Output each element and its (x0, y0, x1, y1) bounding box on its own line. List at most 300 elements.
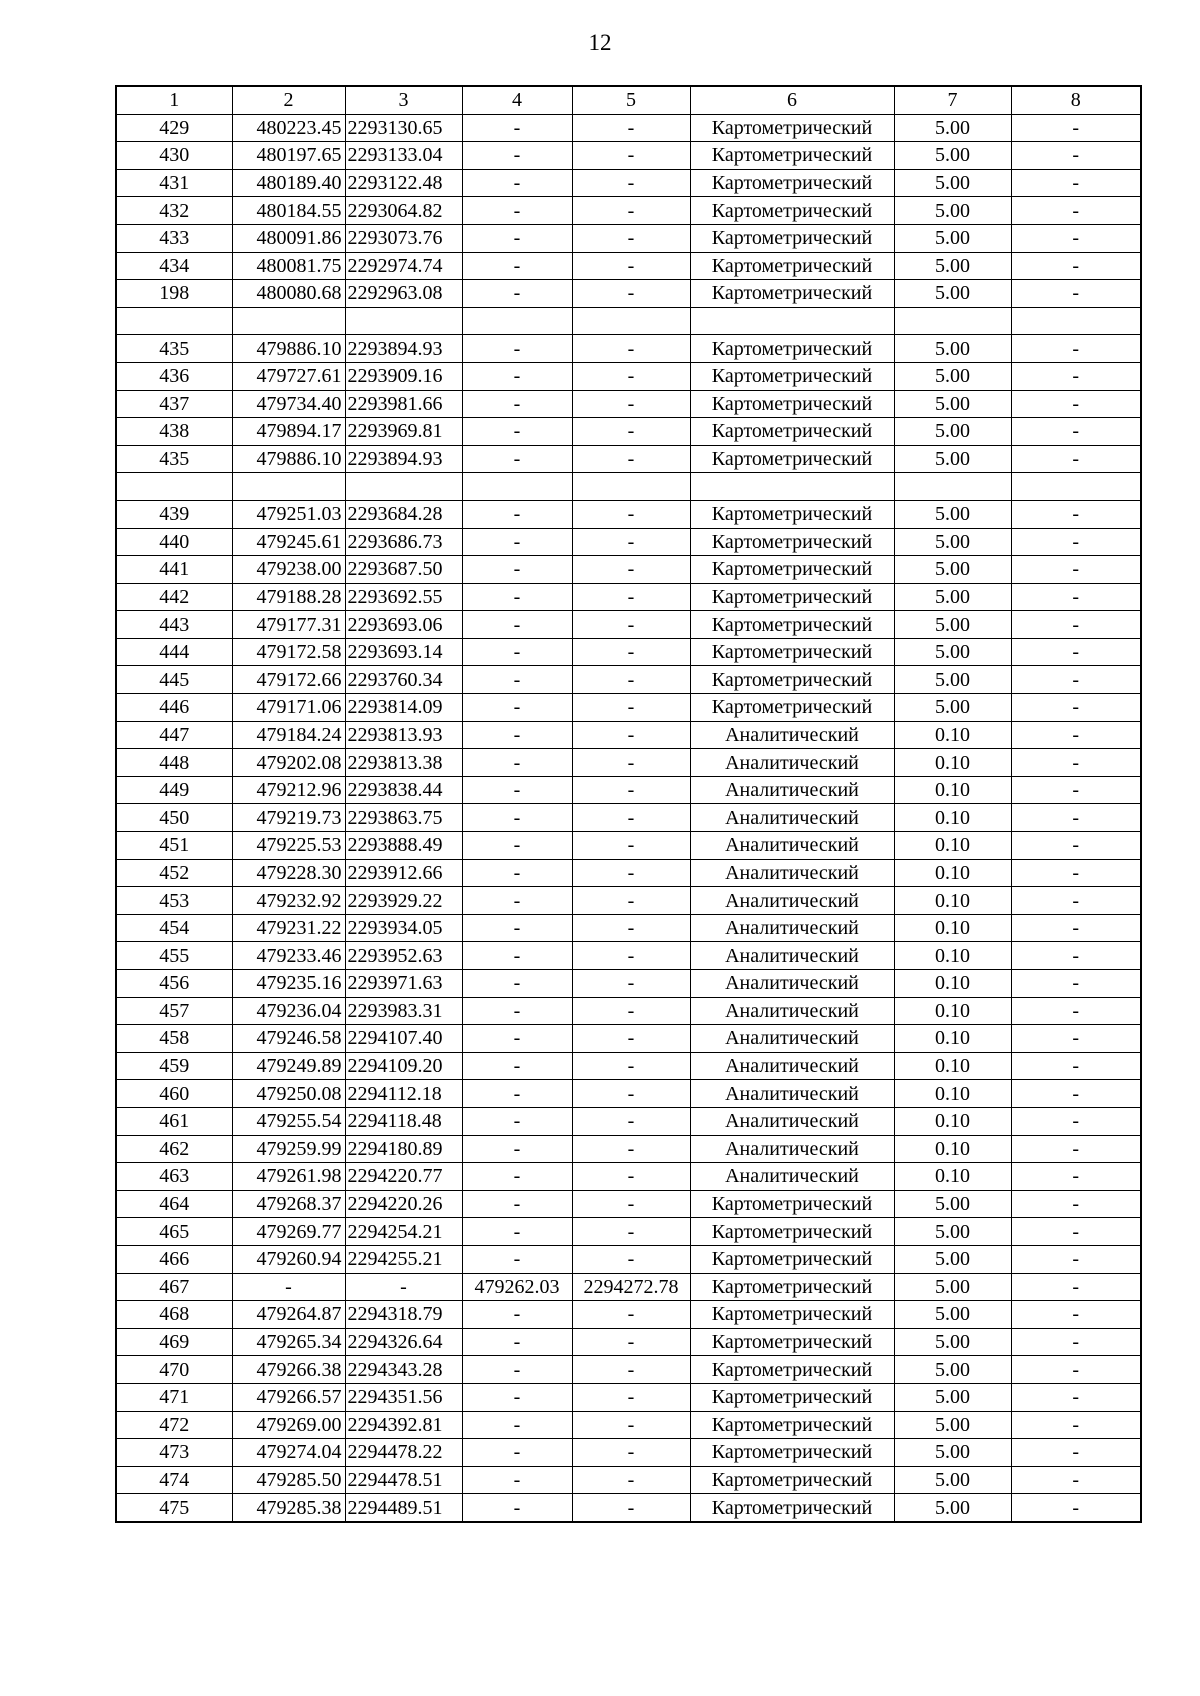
table-cell: 2294220.26 (345, 1190, 462, 1218)
table-cell: 2293684.28 (345, 500, 462, 528)
table-cell: 480223.45 (232, 114, 345, 142)
table-cell: - (572, 362, 690, 390)
table-cell: 443 (116, 611, 232, 639)
table-row (116, 142, 1141, 170)
table-cell: - (572, 1328, 690, 1356)
table-row (116, 666, 1141, 694)
table-cell: 5.00 (894, 362, 1011, 390)
table-cell: 5.00 (894, 1411, 1011, 1439)
table-cell: 5.00 (894, 611, 1011, 639)
table-cell: 2293912.66 (345, 859, 462, 887)
table-cell: - (462, 1328, 572, 1356)
table-cell: 2293064.82 (345, 197, 462, 225)
table-cell: 2293814.09 (345, 694, 462, 722)
table-row (116, 528, 1141, 556)
table-cell: 460 (116, 1080, 232, 1108)
table-cell: 455 (116, 942, 232, 970)
table-cell: - (1011, 114, 1141, 142)
table-cell: - (462, 1301, 572, 1329)
table-cell: 5.00 (894, 390, 1011, 418)
table-cell: 479171.06 (232, 694, 345, 722)
table-row (116, 1080, 1141, 1108)
table-cell: 479172.58 (232, 638, 345, 666)
table-cell: - (462, 1439, 572, 1467)
table-cell: - (572, 1163, 690, 1191)
table-cell: 2294478.22 (345, 1439, 462, 1467)
table-cell: Аналитический (690, 970, 894, 998)
table-cell: 458 (116, 1025, 232, 1053)
table-cell: 0.10 (894, 859, 1011, 887)
table-cell: 452 (116, 859, 232, 887)
table-cell (572, 473, 690, 501)
table-cell: - (462, 169, 572, 197)
table-cell: - (572, 1190, 690, 1218)
table-cell: 459 (116, 1052, 232, 1080)
table-cell: 5.00 (894, 528, 1011, 556)
table-cell: 0.10 (894, 776, 1011, 804)
table-cell: Картометрический (690, 583, 894, 611)
table-cell: 5.00 (894, 1245, 1011, 1273)
table-cell: - (462, 942, 572, 970)
table-cell: - (572, 1301, 690, 1329)
table-cell: 2293981.66 (345, 390, 462, 418)
table-separator-row (116, 473, 1141, 501)
table-cell: Картометрический (690, 390, 894, 418)
table-cell: 479238.00 (232, 556, 345, 584)
table-cell: 2293687.50 (345, 556, 462, 584)
table-cell: 479886.10 (232, 445, 345, 473)
table-row (116, 1383, 1141, 1411)
table-cell: 5.00 (894, 1301, 1011, 1329)
table-cell: - (572, 390, 690, 418)
table-cell: - (1011, 1218, 1141, 1246)
table-cell: 457 (116, 997, 232, 1025)
table-cell (572, 307, 690, 335)
table-cell: 2293760.34 (345, 666, 462, 694)
column-header: 1 (116, 86, 232, 114)
table-cell (1011, 473, 1141, 501)
table-cell: 479269.00 (232, 1411, 345, 1439)
table-cell: 2293686.73 (345, 528, 462, 556)
table-cell: 2293894.93 (345, 335, 462, 363)
table-cell: - (572, 804, 690, 832)
table-cell: 2293888.49 (345, 832, 462, 860)
table-row (116, 914, 1141, 942)
table-cell: 2293692.55 (345, 583, 462, 611)
table-cell: - (572, 776, 690, 804)
table-cell: - (462, 197, 572, 225)
table-cell (462, 307, 572, 335)
table-cell: - (462, 694, 572, 722)
table-cell: 468 (116, 1301, 232, 1329)
table-cell: - (1011, 528, 1141, 556)
table-cell: 445 (116, 666, 232, 694)
table-cell: - (462, 1163, 572, 1191)
table-cell: 0.10 (894, 1135, 1011, 1163)
table-cell: - (1011, 859, 1141, 887)
table-cell: 2293983.31 (345, 997, 462, 1025)
table-row (116, 1245, 1141, 1273)
table-cell: 479255.54 (232, 1107, 345, 1135)
table-cell: - (1011, 335, 1141, 363)
table-cell: 5.00 (894, 114, 1011, 142)
table-cell: 2294392.81 (345, 1411, 462, 1439)
table-cell: - (572, 114, 690, 142)
table-cell: 479285.38 (232, 1494, 345, 1522)
table-cell: 2294118.48 (345, 1107, 462, 1135)
table-cell: 2293971.63 (345, 970, 462, 998)
table-cell: Картометрический (690, 666, 894, 694)
table-row (116, 445, 1141, 473)
table-cell: 2294254.21 (345, 1218, 462, 1246)
table-cell: 479266.38 (232, 1356, 345, 1384)
table-cell: 5.00 (894, 252, 1011, 280)
table-row (116, 418, 1141, 446)
table-cell: - (1011, 1245, 1141, 1273)
table-cell: 5.00 (894, 666, 1011, 694)
table-cell: 449 (116, 776, 232, 804)
table-cell: 450 (116, 804, 232, 832)
table-cell: - (1011, 997, 1141, 1025)
table-cell: - (572, 859, 690, 887)
table-cell: 0.10 (894, 721, 1011, 749)
table-cell: 5.00 (894, 1356, 1011, 1384)
table-cell: - (462, 970, 572, 998)
table-cell: 2293130.65 (345, 114, 462, 142)
table-cell (894, 473, 1011, 501)
table-cell: 5.00 (894, 1328, 1011, 1356)
table-cell: - (1011, 1411, 1141, 1439)
table-cell: 0.10 (894, 749, 1011, 777)
table-cell: 430 (116, 142, 232, 170)
table-cell: 432 (116, 197, 232, 225)
table-cell: - (1011, 776, 1141, 804)
table-cell: 480091.86 (232, 224, 345, 252)
table-cell: 5.00 (894, 500, 1011, 528)
table-cell: 5.00 (894, 1218, 1011, 1246)
table-cell: 2294478.51 (345, 1466, 462, 1494)
table-cell: 2294255.21 (345, 1245, 462, 1273)
table-cell: - (462, 611, 572, 639)
table-cell: Картометрический (690, 1328, 894, 1356)
table-cell: 5.00 (894, 1273, 1011, 1301)
table-cell: Картометрический (690, 1218, 894, 1246)
table-cell: 2293894.93 (345, 445, 462, 473)
table-cell: - (572, 528, 690, 556)
table-cell: - (1011, 970, 1141, 998)
table-cell: 474 (116, 1466, 232, 1494)
table-cell: Аналитический (690, 1135, 894, 1163)
table-row (116, 859, 1141, 887)
table-cell: Аналитический (690, 942, 894, 970)
table-cell: 0.10 (894, 997, 1011, 1025)
table-cell: 479184.24 (232, 721, 345, 749)
table-cell: - (1011, 1301, 1141, 1329)
table-cell: Картометрический (690, 418, 894, 446)
table-cell: - (572, 721, 690, 749)
table-cell (894, 307, 1011, 335)
table-cell: - (1011, 1466, 1141, 1494)
table-cell: 479261.98 (232, 1163, 345, 1191)
table-cell: 444 (116, 638, 232, 666)
table-cell: Аналитический (690, 1025, 894, 1053)
table-cell: 473 (116, 1439, 232, 1467)
table-cell: Картометрический (690, 197, 894, 225)
table-cell: 479219.73 (232, 804, 345, 832)
table-cell: - (1011, 1273, 1141, 1301)
table-row (116, 942, 1141, 970)
table-cell: Аналитический (690, 721, 894, 749)
table-cell: - (1011, 1135, 1141, 1163)
table-cell: - (1011, 252, 1141, 280)
table-row (116, 776, 1141, 804)
table-cell: 441 (116, 556, 232, 584)
table-cell: - (462, 1080, 572, 1108)
table-cell: - (572, 1356, 690, 1384)
table-cell: 2293693.14 (345, 638, 462, 666)
table-row (116, 1052, 1141, 1080)
table-cell: - (462, 1218, 572, 1246)
table-cell: - (572, 1494, 690, 1522)
table-cell: - (572, 832, 690, 860)
table-cell: - (572, 749, 690, 777)
table-cell: 0.10 (894, 832, 1011, 860)
table-cell: 454 (116, 914, 232, 942)
table-cell: - (572, 1025, 690, 1053)
table-cell: - (1011, 362, 1141, 390)
table-cell: - (572, 280, 690, 308)
table-cell: 2294326.64 (345, 1328, 462, 1356)
table-cell: 2293863.75 (345, 804, 462, 832)
table-cell (345, 473, 462, 501)
table-cell: - (1011, 611, 1141, 639)
table-row (116, 390, 1141, 418)
table-cell: 479266.57 (232, 1383, 345, 1411)
table-cell: - (572, 197, 690, 225)
table-cell: - (572, 1383, 690, 1411)
table-cell (232, 473, 345, 501)
table-cell: 479212.96 (232, 776, 345, 804)
table-cell (1011, 307, 1141, 335)
table-cell: - (572, 252, 690, 280)
table-cell: - (572, 887, 690, 915)
table-row (116, 1494, 1141, 1522)
table-cell: Картометрический (690, 1356, 894, 1384)
table-cell: 0.10 (894, 1025, 1011, 1053)
table-cell: - (1011, 169, 1141, 197)
table-cell: Аналитический (690, 1080, 894, 1108)
table-cell: Картометрический (690, 335, 894, 363)
table-cell: - (462, 832, 572, 860)
table-cell: - (1011, 418, 1141, 446)
table-cell: - (462, 114, 572, 142)
table-cell: 479172.66 (232, 666, 345, 694)
table-cell: 479231.22 (232, 914, 345, 942)
table-cell: 446 (116, 694, 232, 722)
table-cell: - (232, 1273, 345, 1301)
table-cell: - (462, 1107, 572, 1135)
table-cell: - (572, 1052, 690, 1080)
table-row (116, 197, 1141, 225)
table-cell: - (572, 997, 690, 1025)
table-cell: 2294272.78 (572, 1273, 690, 1301)
table-cell: - (1011, 1190, 1141, 1218)
table-cell: - (1011, 1494, 1141, 1522)
table-cell: 5.00 (894, 556, 1011, 584)
table-cell: Картометрический (690, 1466, 894, 1494)
table-cell: 2293929.22 (345, 887, 462, 915)
table-cell: 472 (116, 1411, 232, 1439)
table-cell: - (462, 997, 572, 1025)
table-row (116, 1356, 1141, 1384)
column-header: 3 (345, 86, 462, 114)
table-cell: 5.00 (894, 142, 1011, 170)
table-cell: Аналитический (690, 887, 894, 915)
table-cell: - (462, 887, 572, 915)
table-cell: 465 (116, 1218, 232, 1246)
table-cell: Картометрический (690, 445, 894, 473)
table-cell: - (462, 280, 572, 308)
table-row (116, 1328, 1141, 1356)
table-cell: Аналитический (690, 1052, 894, 1080)
table-cell: - (462, 528, 572, 556)
table-cell: 5.00 (894, 418, 1011, 446)
table-cell: 438 (116, 418, 232, 446)
table-cell: - (1011, 942, 1141, 970)
table-row (116, 335, 1141, 363)
table-cell: Картометрический (690, 1273, 894, 1301)
table-cell: 479236.04 (232, 997, 345, 1025)
table-cell: Картометрический (690, 556, 894, 584)
table-cell: 0.10 (894, 970, 1011, 998)
table-cell: - (462, 721, 572, 749)
table-cell: - (1011, 1439, 1141, 1467)
table-cell: - (1011, 1163, 1141, 1191)
table-cell: 5.00 (894, 638, 1011, 666)
table-cell: 447 (116, 721, 232, 749)
table-cell: - (462, 445, 572, 473)
table-row (116, 114, 1141, 142)
table-cell: - (572, 638, 690, 666)
table-row (116, 1301, 1141, 1329)
table-cell: Картометрический (690, 1190, 894, 1218)
table-cell: 436 (116, 362, 232, 390)
table-cell: - (1011, 280, 1141, 308)
table-cell: - (462, 749, 572, 777)
table-cell: - (1011, 390, 1141, 418)
table-cell: 464 (116, 1190, 232, 1218)
table-cell: 479259.99 (232, 1135, 345, 1163)
table-cell: 479265.34 (232, 1328, 345, 1356)
table-cell: - (462, 1190, 572, 1218)
table-cell: 479188.28 (232, 583, 345, 611)
table-cell: - (572, 1107, 690, 1135)
table-row (116, 1466, 1141, 1494)
table-cell: 479262.03 (462, 1273, 572, 1301)
table-cell: 480189.40 (232, 169, 345, 197)
table-cell: 479225.53 (232, 832, 345, 860)
table-cell: Картометрический (690, 142, 894, 170)
table-cell: 480197.65 (232, 142, 345, 170)
table-row (116, 169, 1141, 197)
table-cell: Картометрический (690, 500, 894, 528)
table-row (116, 611, 1141, 639)
table-cell: 5.00 (894, 583, 1011, 611)
table-cell: 2293073.76 (345, 224, 462, 252)
table-cell: - (572, 694, 690, 722)
table-row (116, 280, 1141, 308)
table-cell: - (462, 583, 572, 611)
table-cell: - (572, 445, 690, 473)
table-row (116, 1273, 1141, 1301)
table-cell: - (462, 418, 572, 446)
table-cell: - (1011, 749, 1141, 777)
table-cell: 2294318.79 (345, 1301, 462, 1329)
table-cell: 2293969.81 (345, 418, 462, 446)
table-cell: Аналитический (690, 804, 894, 832)
table-cell: 479233.46 (232, 942, 345, 970)
table-cell: - (1011, 142, 1141, 170)
table-cell: 5.00 (894, 1190, 1011, 1218)
table-row (116, 749, 1141, 777)
table-row (116, 638, 1141, 666)
table-cell: 2294220.77 (345, 1163, 462, 1191)
coordinates-table (115, 85, 1142, 1523)
table-cell: - (1011, 500, 1141, 528)
table-cell: - (1011, 638, 1141, 666)
table-cell: Аналитический (690, 997, 894, 1025)
table-cell: 2292974.74 (345, 252, 462, 280)
table-cell: - (462, 1411, 572, 1439)
table-row (116, 1135, 1141, 1163)
table-cell: 479886.10 (232, 335, 345, 363)
table-cell: - (462, 1466, 572, 1494)
table-cell: - (462, 1025, 572, 1053)
table-separator-row (116, 307, 1141, 335)
table-cell: 479249.89 (232, 1052, 345, 1080)
table-cell: Картометрический (690, 694, 894, 722)
table-cell: 5.00 (894, 197, 1011, 225)
table-cell: - (462, 362, 572, 390)
table-cell: - (572, 335, 690, 363)
table-cell: 2294180.89 (345, 1135, 462, 1163)
table-cell: - (1011, 1025, 1141, 1053)
table-cell: 433 (116, 224, 232, 252)
table-cell: 2294109.20 (345, 1052, 462, 1080)
table-cell: Аналитический (690, 832, 894, 860)
table-cell: - (572, 666, 690, 694)
table-cell: 0.10 (894, 887, 1011, 915)
table-cell: 2293909.16 (345, 362, 462, 390)
table-cell: - (572, 1411, 690, 1439)
table-cell: 479269.77 (232, 1218, 345, 1246)
table-cell: 5.00 (894, 280, 1011, 308)
table-row (116, 224, 1141, 252)
table-cell: - (572, 418, 690, 446)
column-header: 4 (462, 86, 572, 114)
table-cell: - (572, 1245, 690, 1273)
table-cell: 0.10 (894, 942, 1011, 970)
table-cell: Картометрический (690, 1245, 894, 1273)
table-row (116, 362, 1141, 390)
table-cell: - (462, 776, 572, 804)
table-cell: - (1011, 721, 1141, 749)
table-cell: - (462, 335, 572, 363)
table-cell: 479250.08 (232, 1080, 345, 1108)
table-cell: - (1011, 1080, 1141, 1108)
table-cell (345, 307, 462, 335)
table-cell: 479264.87 (232, 1301, 345, 1329)
